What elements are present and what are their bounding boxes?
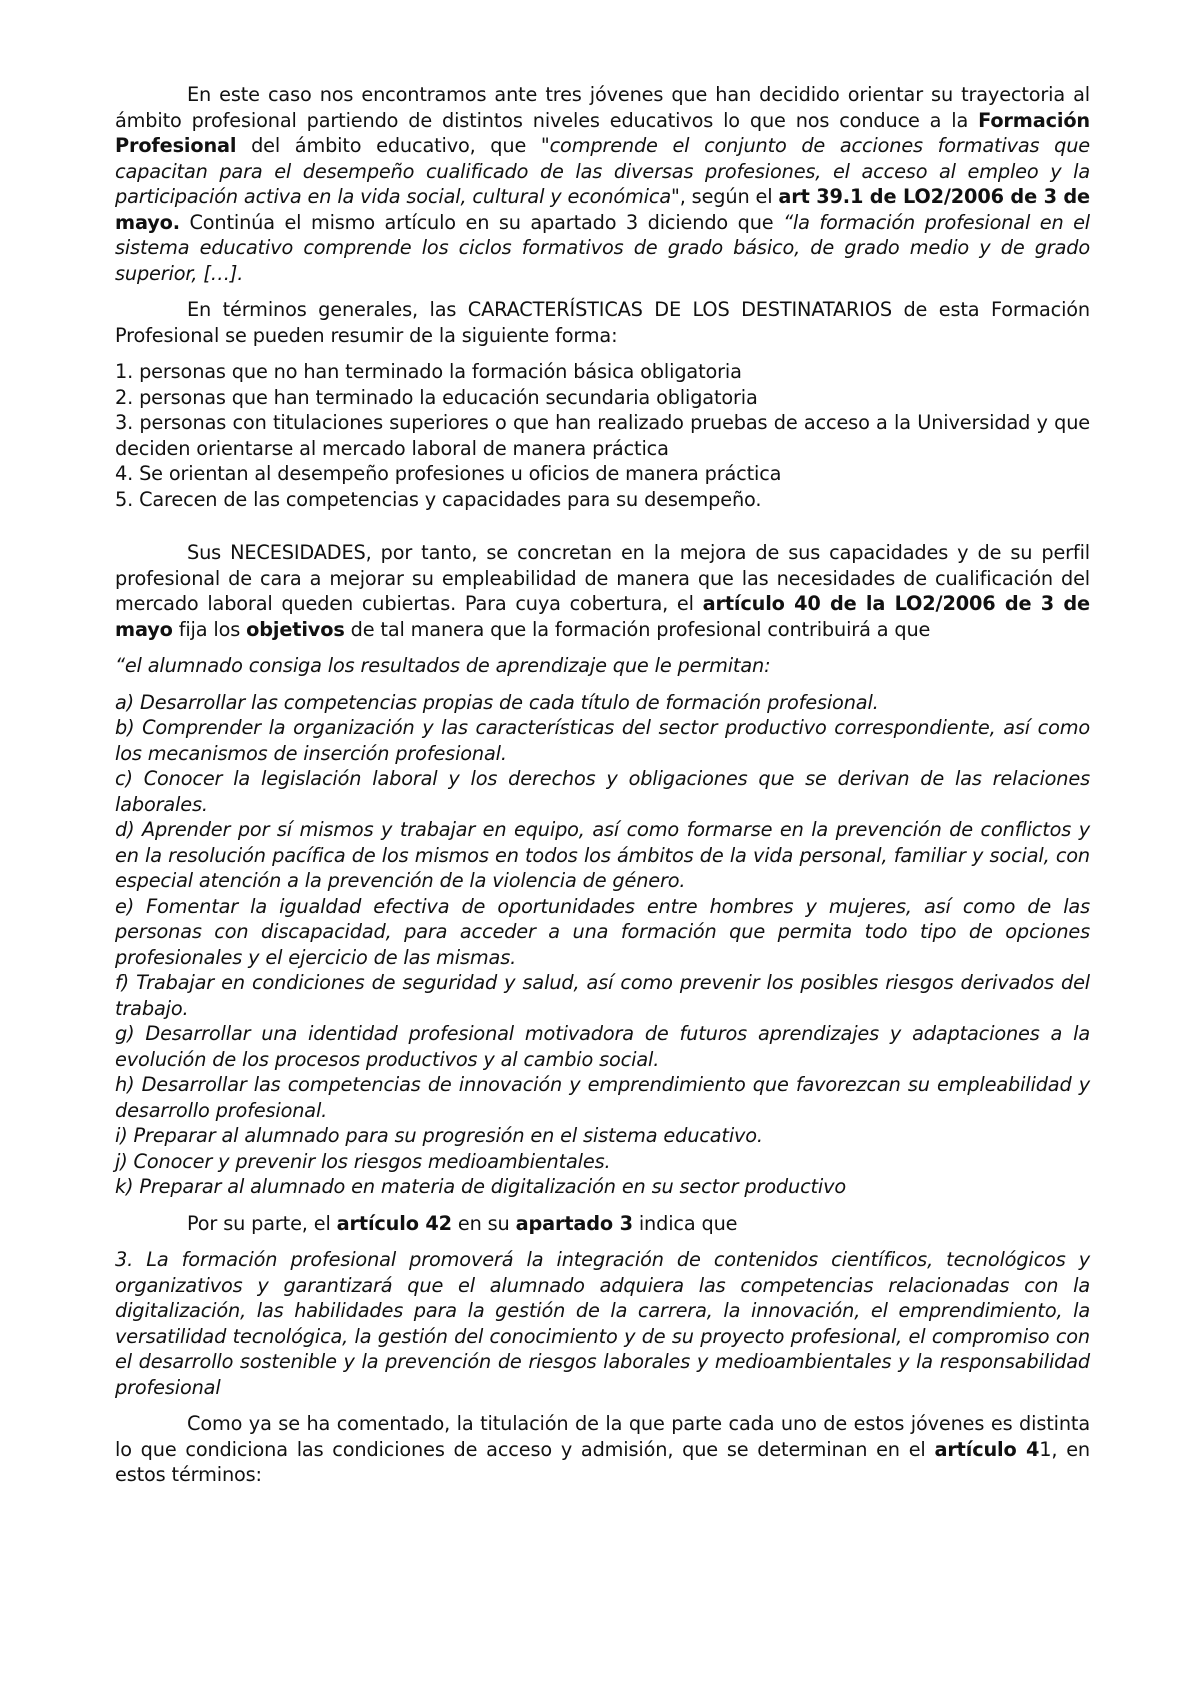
text-span: En este caso nos encontramos ante tres jóvenes que han decidido orientar su trayectoria al ámbito profesional partiendo de distintos niveles educativos lo que nos conduce a la (115, 83, 1090, 132)
text-span: Sus NECESIDADES, por tanto, se concretan en la mejora de sus capacidades y de su perfil profesional de cara a mejorar su empleabilidad de manera que las necesidades de cualificación del mercado laboral queden cubiertas. Para cuya cobertura, el (115, 541, 1090, 615)
objective-item: d) Aprender por sí mismos y trabajar en equipo, así como formarse en la prevención de conflictos y en la resolución pacífica de los mismos en todos los ámbitos de la vida personal, familiar y social, con especial atención a la prevención de la violencia de género. (115, 818, 1090, 892)
text-span: fija los (172, 617, 247, 641)
text-span: en su (451, 1211, 516, 1235)
article-42-quote: 3. La formación profesional promoverá la integración de contenidos científicos, tecnológicos y organizativos y garantizará que el alumnado adquiera las competencias relacionadas con la digitalización, las habilidades para la gestión de la carrera, la innovación, el emprendimiento, la versatilidad tecnológica, la gestión del conocimiento y de su proyecto profesional, el compromiso con el desarrollo sostenible y la prevención de riesgos laborales y medioambientales y la responsabilidad profesional (115, 1248, 1090, 1399)
characteristics-list (115, 359, 1090, 512)
objective-item: a) Desarrollar las competencias propias de cada título de formación profesional. (115, 690, 879, 714)
text-span: de tal manera que la formación profesional contribuirá a que (344, 617, 931, 641)
italic-quote: “la formación profesional en el sistema educativo comprende los ciclos formativos de grado básico, de grado medio y de grado superior, […]. (115, 210, 1090, 285)
access-paragraph (115, 1411, 1090, 1488)
objective-item: e) Fomentar la igualdad efectiva de oportunidades entre hombres y mujeres, así como de las personas con discapacidad, para acceder a una formación que permita todo tipo de opciones profesionales y el ejercicio de las mismas. (115, 894, 1090, 969)
objective-item: h) Desarrollar las competencias de innovación y emprendimiento que favorezcan su empleabilidad y desarrollo profesional. (115, 1073, 1090, 1122)
needs-paragraph (115, 540, 1090, 642)
list-item: 3. personas con titulaciones superiores o que han realizado pruebas de acceso a la Universidad y que deciden orientarse al mercado laboral de manera práctica (115, 411, 1090, 460)
text-span: 1, en estos términos: (115, 1437, 1090, 1486)
intro-paragraph (115, 82, 1090, 286)
law-reference: apartado 3 (515, 1211, 633, 1235)
list-item: 2. personas que han terminado la educación secundaria obligatoria (115, 385, 758, 409)
italic-quote: comprende el conjunto de acciones formativas que capacitan para el desempeño cualificado de las diversas profesiones, el acceso al empleo y la participación activa en la vida social, cultural y económica (115, 134, 1090, 208)
objectives-list (115, 690, 1090, 1200)
text-span: ", según el (671, 185, 779, 208)
objective-item: k) Preparar al alumnado en materia de digitalización en su sector productivo (115, 1175, 847, 1198)
objective-item: j) Conocer y prevenir los riesgos medioambientales. (115, 1149, 611, 1173)
law-reference: artículo 4 (934, 1437, 1040, 1461)
text-span: del ámbito educativo, que " (236, 134, 550, 157)
objective-item: c) Conocer la legislación laboral y los derechos y obligaciones que se derivan de las relaciones laborales. (115, 767, 1090, 816)
bold-term: objetivos (246, 617, 345, 641)
text-span: indica que (632, 1211, 738, 1235)
characteristics-intro: En términos generales, las CARACTERÍSTICAS DE LOS DESTINATARIOS de esta Formación Profesional se pueden resumir de la siguiente forma: (115, 298, 1090, 347)
law-reference: artículo 42 (336, 1211, 452, 1235)
document-page (115, 82, 1090, 1488)
quote-intro: “el alumnado consiga los resultados de aprendizaje que le permitan: (115, 654, 771, 677)
objective-item: g) Desarrollar una identidad profesional motivadora de futuros aprendizajes y adaptaciones a la evolución de los procesos productivos y al cambio social. (115, 1022, 1090, 1071)
text-span: Como ya se ha comentado, la titulación de la que parte cada uno de estos jóvenes es distinta lo que condiciona las condiciones de acceso y admisión, que se determinan en el (115, 1412, 1090, 1461)
text-span: Por su parte, el (187, 1211, 337, 1235)
list-item: 5. Carecen de las competencias y capacidades para su desempeño. (115, 487, 762, 511)
list-item: 1. personas que no han terminado la formación básica obligatoria (115, 360, 742, 383)
objective-item: f) Trabajar en condiciones de seguridad y salud, así como prevenir los posibles riesgos derivados del trabajo. (115, 971, 1090, 1020)
law-reference: art 39.1 de LO2/2006 de 3 de mayo. (115, 185, 1090, 234)
list-item: 4. Se orientan al desempeño profesiones u oficios de manera práctica (115, 462, 782, 485)
text-span: Continúa el mismo artículo en su apartado 3 diciendo que (179, 210, 784, 234)
objective-item: i) Preparar al alumnado para su progresión en el sistema educativo. (115, 1124, 763, 1147)
objective-item: b) Comprender la organización y las características del sector productivo correspondiente, así como los mecanismos de inserción profesional. (115, 716, 1090, 765)
article-42-paragraph (115, 1211, 1090, 1237)
bold-term: Formación Profesional (115, 108, 1090, 157)
law-reference: artículo 40 de la LO2/2006 de 3 de mayo (115, 592, 1090, 641)
